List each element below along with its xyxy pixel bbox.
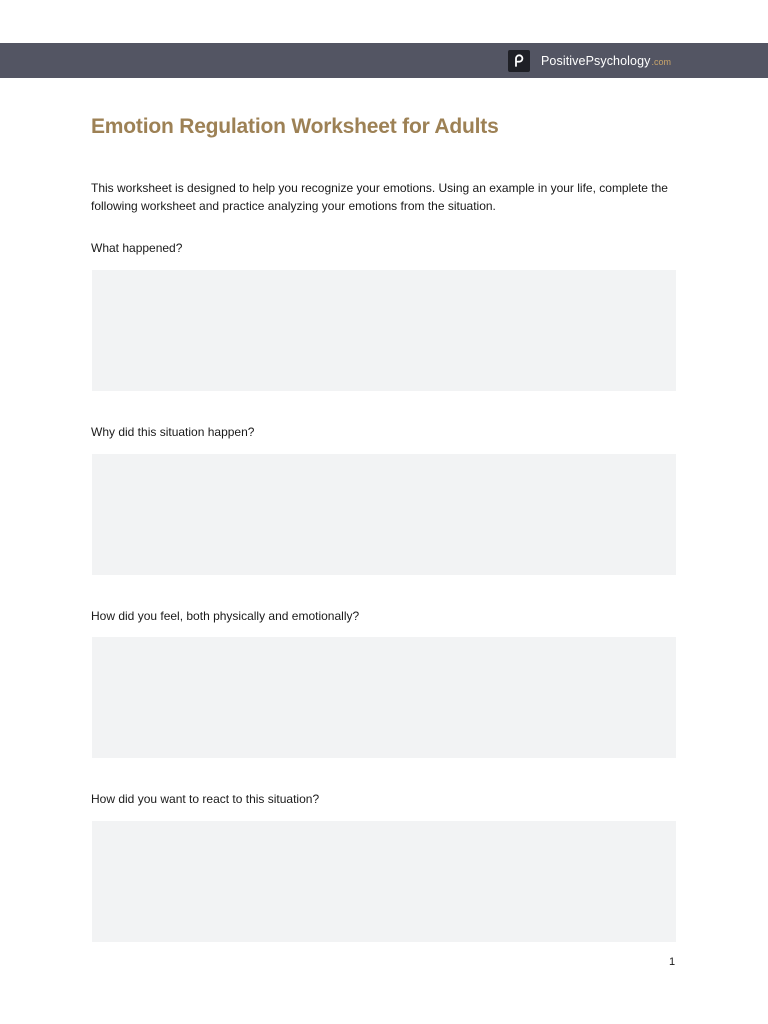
worksheet-title: Emotion Regulation Worksheet for Adults [91, 115, 499, 138]
brand-logo-lockup[interactable] [508, 50, 671, 72]
question-label-why-happened: Why did this situation happen? [91, 425, 255, 439]
answer-box-how-did-you-feel[interactable] [92, 637, 676, 758]
question-label-how-did-you-feel: How did you feel, both physically and emotionally? [91, 609, 360, 623]
answer-box-what-happened[interactable] [92, 270, 676, 391]
worksheet-intro: This worksheet is designed to help you recognize your emotions. Using an example in your life, complete the following worksheet and practice analyzing your emotions from the situation. [91, 181, 668, 213]
p-monogram-icon [508, 50, 530, 72]
page-number: 1 [669, 956, 676, 968]
answer-box-how-did-you-react[interactable] [92, 821, 676, 942]
brand-tld: .com [651, 57, 672, 67]
brand-name: PositivePsychology [541, 54, 651, 68]
question-label-what-happened: What happened? [91, 241, 183, 255]
answer-box-why-happened[interactable] [92, 454, 676, 575]
question-label-how-did-you-react: How did you want to react to this situation? [91, 792, 320, 806]
